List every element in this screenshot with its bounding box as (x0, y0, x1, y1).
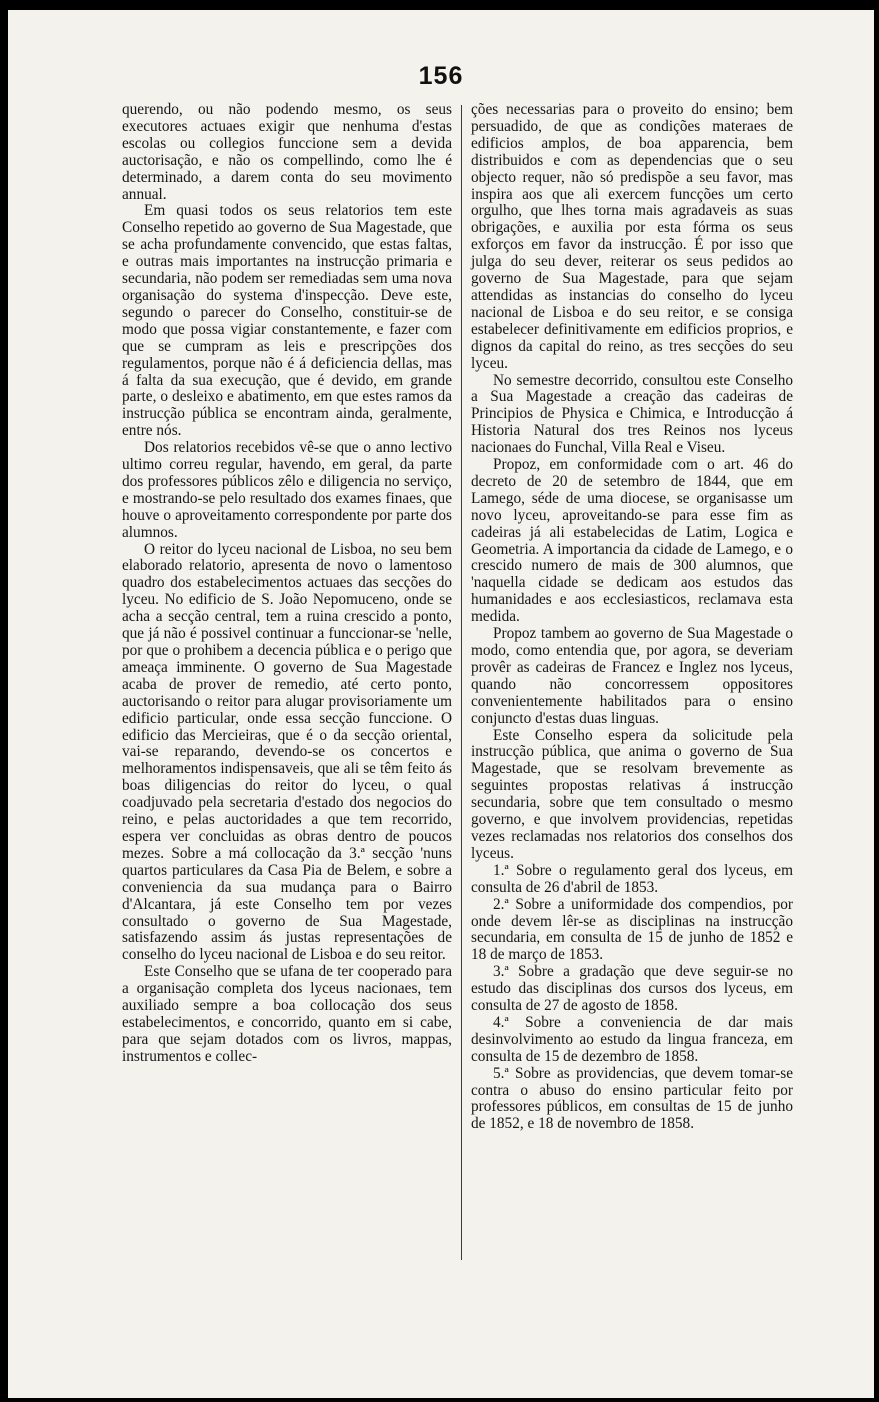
paragraph: ções necessarias para o proveito do ensino; bem persuadido, de que as condições materaes de edificios amplos, de boa apparencia, bem distribuidos e com as dependencias que o seu objecto requer, não só predispõe a seu favor, mas inspira aos que ali exercem funcções um certo orgulho, que lhes torna mais agradaveis as suas obrigações, e auxilia por esta fórma os seus exforços em favor da instrucção. É por isso que julga do seu dever, reiterar os seus pedidos ao governo de Sua Magestade, para que sejam attendidas as instancias do conselho do lyceu nacional de Lisboa e do seu reitor, e se consiga estabelecer definitivamente em edificios proprios, e dignos da capital do reino, as tres secções do seu lyceu. (471, 101, 793, 372)
list-item: 1.ª Sobre o regulamento geral dos lyceus, em consulta de 26 d'abril de 1853. (471, 861, 793, 896)
list-item: 4.ª Sobre a conveniencia de dar mais desinvolvimento ao estudo da lingua franceza, em consulta de 15 de dezembro de 1858. (471, 1013, 793, 1065)
column-divider (461, 105, 462, 1260)
paragraph: Dos relatorios recebidos vê-se que o anno lectivo ultimo correu regular, havendo, em geral, da parte dos professores públicos zêlo e diligencia no serviço, e mostrando-se pelo resultado dos exames finaes, que houve o aproveitamento correspondente por parte dos alumnos. (122, 439, 452, 541)
paragraph: O reitor do lyceu nacional de Lisboa, no seu bem elaborado relatorio, apresenta de novo o lamentoso quadro dos estabelecimentos actuaes das secções do lyceu. No edificio de S. João Nepomuceno, onde se acha a secção central, tem a ruina crescido a ponto, que já não é possivel continuar a funccionar-se 'nelle, por que o prohibem a decencia pública e o perigo que ameaça imminente. O governo de Sua Magestade acaba de prover de remedio, até certo ponto, auctorisando o reitor para alugar provisoriamente um edificio particular, onde essa secção funccione. O edificio das Mercieiras, que é o da secção oriental, vai-se reparando, devendo-se os concertos e melhoramentos indispensaveis, que ali se têm feito ás boas diligencias do reitor do lyceu, o qual coadjuvado pela secretaria d'estado dos negocios do reino, e pelas auctoridades a que tem recorrido, espera ver concluidas as obras dentro de poucos mezes. Sobre a má collocação da 3.ª secção 'nuns quartos particulares da Casa Pia de Belem, e sobre a conveniencia da sua mudança para o Bairro d'Alcantara, já este Conselho tem por vezes consultado o governo de Sua Magestade, satisfazendo assim ás justas representações de conselho do lyceu nacional de Lisboa e do seu reitor. (122, 540, 452, 964)
document-page (8, 10, 874, 1398)
list-item: 5.ª Sobre as providencias, que devem tomar-se contra o abuso do ensino particular feito por professores públicos, em consultas de 15 de junho de 1852, e 18 de novembro de 1858. (471, 1064, 793, 1133)
list-item: 3.ª Sobre a gradação que deve seguir-se no estudo das disciplinas dos cursos dos lyceus, em consulta de 27 de agosto de 1858. (471, 963, 793, 1015)
paragraph: Propoz tambem ao governo de Sua Magestade o modo, como entendia que, por agora, se deveriam provêr as cadeiras de Francez e Inglez nos lyceus, quando não concorressem oppositores convenientemente habilitados para o ensino conjuncto d'estas duas linguas. (471, 625, 793, 727)
paragraph: No semestre decorrido, consultou este Conselho a Sua Magestade a creação das cadeiras de Principios de Physica e Chimica, e Introducção á Historia Natural dos tres Reinos nos lyceus nacionaes do Funchal, Villa Real e Viseu. (471, 371, 793, 457)
page-number: 156 (418, 62, 464, 90)
list-item: 2.ª Sobre a uniformidade dos compendios, por onde devem lêr-se as disciplinas na instrucção secundaria, em consulta de 15 de junho de 1852 e 18 de março de 1853. (471, 895, 793, 964)
paragraph: Em quasi todos os seus relatorios tem este Conselho repetido ao governo de Sua Magestade, que se acha profundamente convencido, que estas faltas, e outras mais importantes na instrucção primaria e secundaria, não podem ser remediadas sem uma nova organisação do systema d'inspecção. Deve este, segundo o parecer do Conselho, constituir-se de modo que possa vigiar constantemente, e fazer com que se cumpram as leis e prescripções dos regulamentos, porque não é á deficiencia dellas, mas á falta da sua execução, que é devido, em grande parte, o desleixo e abatimento, em que estes ramos da instrucção pública se encontram ainda, geralmente, entre nós. (122, 202, 452, 440)
left-column (122, 102, 452, 1066)
paragraph: Este Conselho espera da solicitude pela instrucção pública, que anima o governo de Sua Magestade, que se resolvam brevemente as seguintes propostas relativas á instrucção secundaria, sobre que tem consultado o mesmo governo, e que involvem providencias, repetidas vezes reclamadas nos relatorios dos conselhos dos lyceus. (471, 726, 793, 862)
paragraph: Propoz, em conformidade com o art. 46 do decreto de 20 de setembro de 1844, que em Lamego, séde de uma diocese, se organisasse um novo lyceu, aproveitando-se para esse fim as cadeiras já ali estabelecidas de Latim, Logica e Geometria. A importancia da cidade de Lamego, e o crescido numero de mais de 300 alumnos, que 'naquella cidade se dedicam aos estudos das humanidades e aos ecclesiasticos, reclamava esta medida. (471, 456, 793, 626)
paragraph: Este Conselho que se ufana de ter cooperado para a organisação completa dos lyceus nacionaes, tem auxiliado sempre a boa collocação dos seus estabelecimentos, e concorrido, quanto em si cabe, para que sejam dotados com os livros, mappas, instrumentos e collec- (122, 963, 452, 1065)
right-column (471, 102, 793, 1133)
paragraph: querendo, ou não podendo mesmo, os seus executores actuaes exigir que nenhuma d'estas escolas ou collegios funccione sem a devida auctorisação, e não os compellindo, como lhe é determinado, a darem conta do seu movimento annual. (122, 101, 452, 203)
